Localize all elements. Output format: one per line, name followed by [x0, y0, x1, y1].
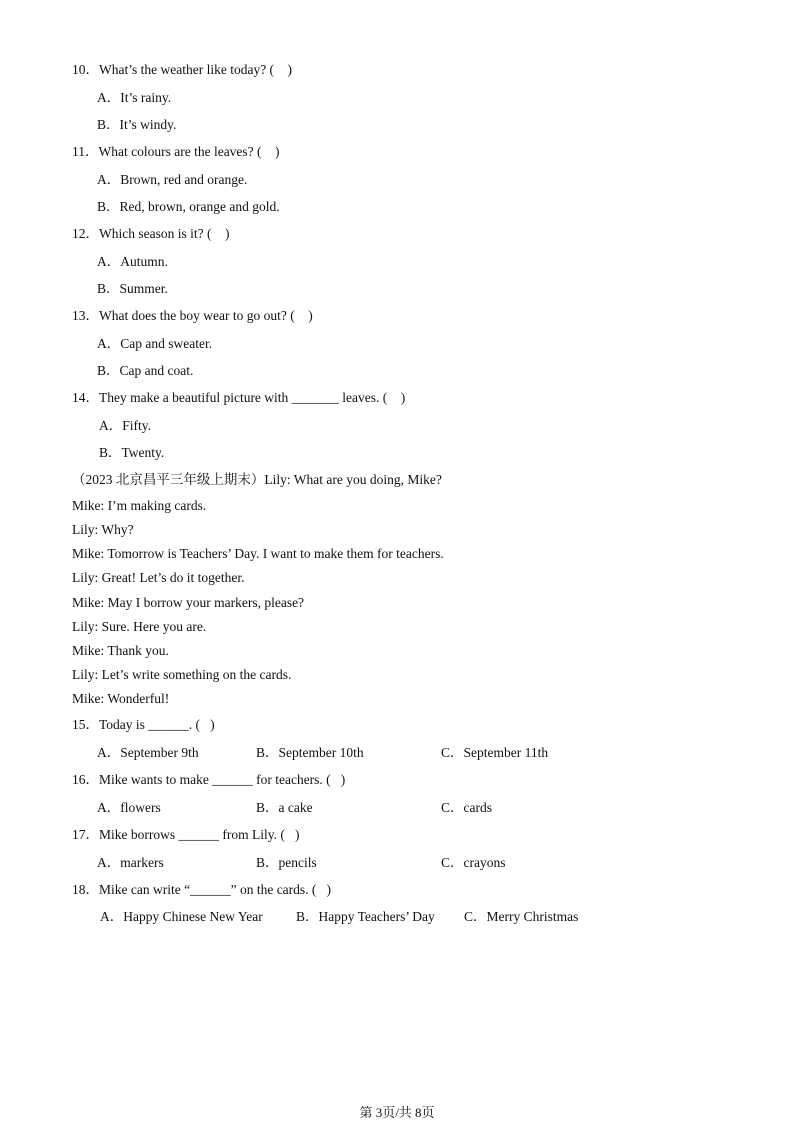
question-16-option-c: C．cards	[441, 800, 492, 815]
question-13: 13．What does the boy wear to go out? ( )	[72, 308, 313, 323]
dialogue-line: Lily: Why?	[72, 522, 134, 537]
question-18-option-b: B．Happy Teachers’ Day	[296, 909, 435, 924]
question-10-option-a: A．It’s rainy.	[97, 90, 172, 105]
question-15-option-b: B．September 10th	[256, 745, 364, 760]
question-18-option-a: A．Happy Chinese New Year	[100, 909, 263, 924]
question-14: 14．They make a beautiful picture with _______ leaves. ( )	[72, 390, 406, 405]
question-14-option-a: A．Fifty.	[99, 418, 152, 433]
question-10-option-b: B．It’s windy.	[97, 117, 177, 132]
question-12: 12．Which season is it? ( )	[72, 226, 230, 241]
dialogue-line: Mike: Wonderful!	[72, 691, 170, 706]
question-17-option-b: B．pencils	[256, 855, 317, 870]
dialogue-line: Lily: Great! Let’s do it together.	[72, 570, 245, 585]
question-18-option-c: C．Merry Christmas	[464, 909, 579, 924]
dialogue-line: Lily: Let’s write something on the cards.	[72, 667, 292, 682]
question-17-option-a: A．markers	[97, 855, 164, 870]
dialogue-line: Mike: May I borrow your markers, please?	[72, 595, 305, 610]
dialogue-line: Mike: I’m making cards.	[72, 498, 207, 513]
question-15-option-a: A．September 9th	[97, 745, 199, 760]
question-11: 11．What colours are the leaves? ( )	[72, 144, 280, 159]
question-10: 10．What’s the weather like today? ( )	[72, 62, 293, 77]
question-15-option-c: C．September 11th	[441, 745, 549, 760]
question-14-option-b: B．Twenty.	[99, 445, 165, 460]
page-footer: 第 3页/共 8页	[359, 1105, 435, 1120]
question-12-option-b: B．Summer.	[97, 281, 168, 296]
question-17: 17．Mike borrows ______ from Lily. ( )	[72, 827, 300, 842]
question-11-option-b: B．Red, brown, orange and gold.	[97, 199, 280, 214]
dialogue-line: （2023 北京昌平三年级上期末）Lily: What are you doing, Mike?	[72, 472, 442, 487]
question-16-option-b: B．a cake	[256, 800, 313, 815]
question-18: 18．Mike can write “______” on the cards. ( )	[72, 882, 332, 897]
dialogue-line: Lily: Sure. Here you are.	[72, 619, 207, 634]
question-11-option-a: A．Brown, red and orange.	[97, 172, 248, 187]
question-15: 15．Today is ______. ( )	[72, 717, 215, 732]
question-16-option-a: A．flowers	[97, 800, 161, 815]
dialogue-line: Mike: Thank you.	[72, 643, 169, 658]
dialogue-line: Mike: Tomorrow is Teachers’ Day. I want to make them for teachers.	[72, 546, 444, 561]
question-12-option-a: A．Autumn.	[97, 254, 168, 269]
question-13-option-b: B．Cap and coat.	[97, 363, 194, 378]
question-16: 16．Mike wants to make ______ for teachers. ( )	[72, 772, 346, 787]
question-13-option-a: A．Cap and sweater.	[97, 336, 213, 351]
question-17-option-c: C．crayons	[441, 855, 506, 870]
